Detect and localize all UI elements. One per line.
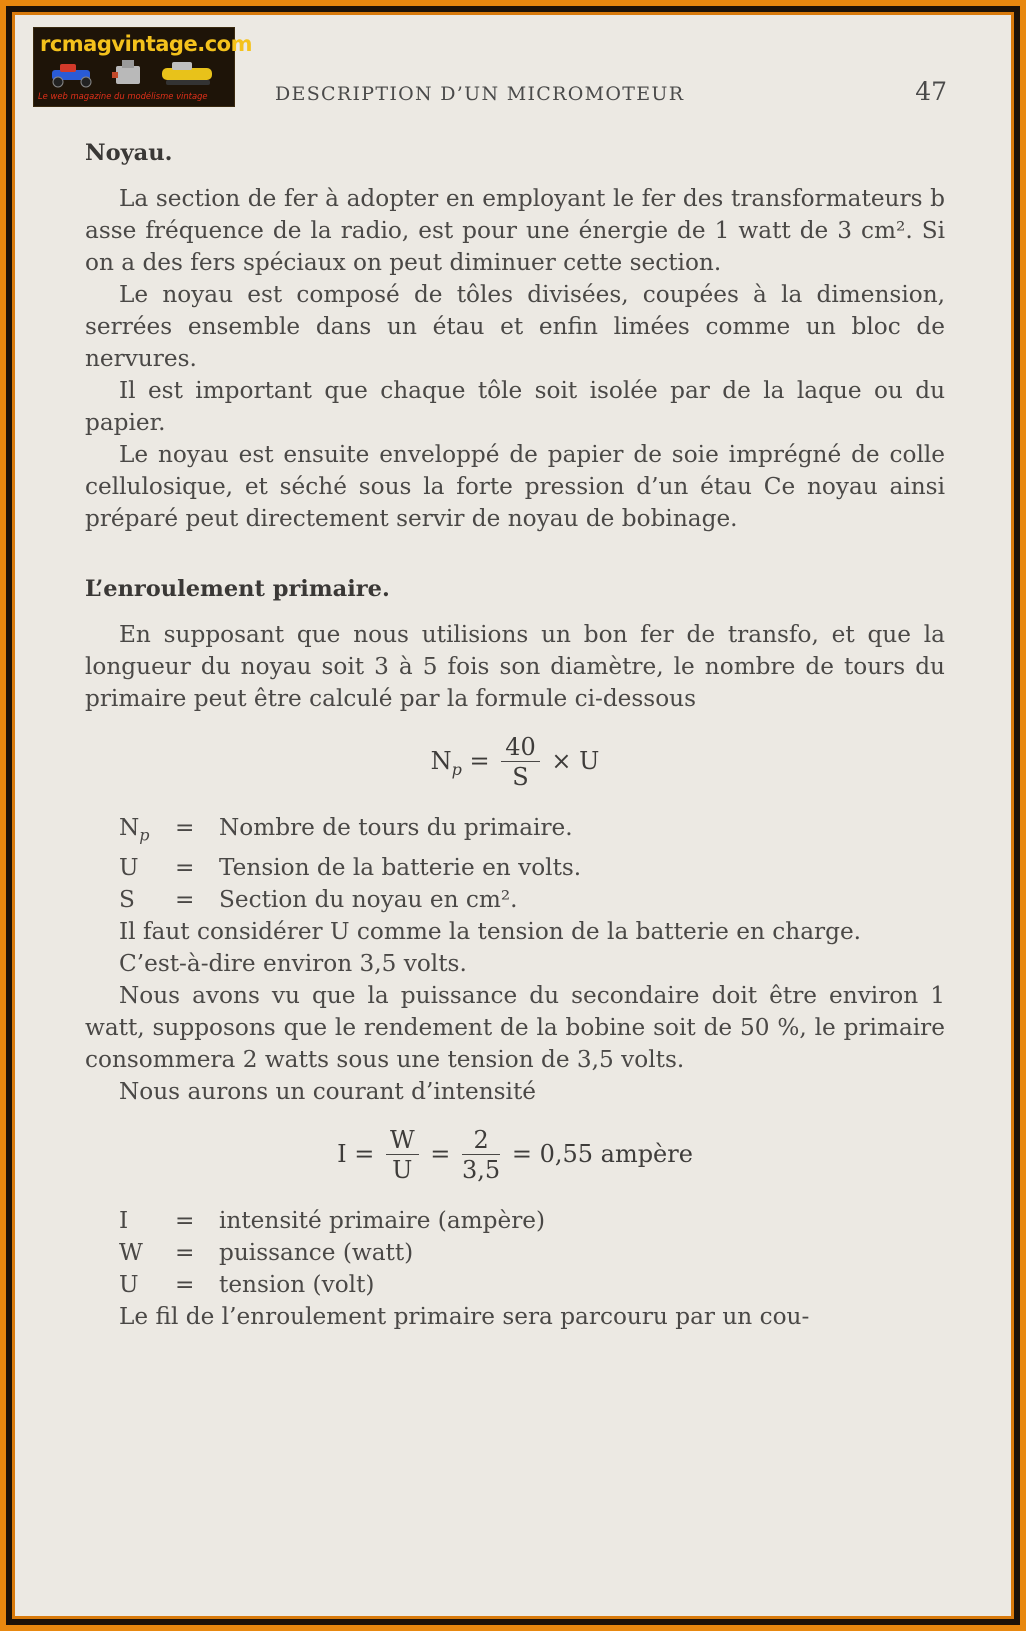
paragraph: Le noyau est ensuite enveloppé de papier de soie imprégné de colle cellulosique, et séché sous la forte pression d’un étau Ce noyau ainsi préparé peut directement servir de noyau de bobinage. (85, 441, 945, 532)
fraction-denominator: 3,5 (462, 1155, 501, 1184)
fraction-numerator: W (386, 1126, 419, 1155)
definition-eq: = (175, 885, 195, 913)
formula-eq: = (469, 747, 490, 775)
definition-row (85, 1237, 945, 1269)
definition-symbol: I (119, 1206, 129, 1234)
definition-eq: = (175, 1238, 195, 1266)
definition-text: Section du noyau en cm². (219, 885, 518, 913)
fraction-denominator: U (392, 1155, 413, 1184)
paragraph: Il est important que chaque tôle soit isolée par de la laque ou du papier. (85, 377, 945, 436)
formula-intensity (85, 1126, 945, 1185)
formula-lhs: I (337, 1139, 347, 1168)
formula-result: 0,55 ampère (539, 1139, 693, 1168)
definition-eq: = (175, 814, 195, 841)
paragraph: Le fil de l’enroulement primaire sera parcouru par un cou- (119, 1302, 810, 1330)
formula-eq: = (430, 1139, 451, 1168)
definition-eq: = (175, 1206, 195, 1234)
formula-tail: × U (551, 747, 600, 775)
definitions-list-1 (85, 812, 945, 916)
paragraph: Nous avons vu que la puissance du secondaire doit être environ 1 watt, supposons que le rendement de la bobine soit de 50 %, le primaire consommera 2 watts sous une tension de 3,5 volts. (85, 981, 945, 1073)
fraction (386, 1126, 419, 1185)
logo-subtitle: Le web magazine du modélisme vintage (38, 91, 208, 101)
fraction-numerator: 40 (501, 733, 540, 762)
formula-eq: = (354, 1139, 375, 1168)
rc-models-icon (42, 58, 226, 90)
formula-eq: = (511, 1139, 532, 1168)
definition-row (85, 1269, 945, 1301)
definition-row (85, 812, 945, 852)
fraction (501, 733, 540, 792)
definition-symbol: W (119, 1238, 143, 1266)
fraction-numerator: 2 (462, 1126, 500, 1155)
definition-symbol: S (119, 885, 135, 913)
paragraph: Nous aurons un courant d’intensité (119, 1077, 537, 1105)
definition-symbol-sub: p (139, 825, 150, 845)
definition-eq: = (175, 853, 195, 881)
definition-text: Tension de la batterie en volts. (219, 853, 582, 881)
logo-title: rcmagvintage.com (40, 32, 252, 56)
page-number: 47 (915, 77, 947, 106)
formula-lhs: N (430, 747, 452, 775)
definition-text: Nombre de tours du primaire. (219, 814, 573, 841)
definition-row (85, 884, 945, 916)
definition-row (85, 852, 945, 884)
paragraph: En supposant que nous utilisions un bon fer de transfo, et que la longueur du noyau soit 3 à 5 fois son diamètre, le nombre de tours du primaire peut être calculé par la formule ci-dessous (85, 621, 945, 712)
section-heading-noyau: Noyau. (85, 140, 173, 166)
definition-text: tension (volt) (219, 1270, 375, 1298)
definition-text: intensité primaire (ampère) (219, 1206, 546, 1234)
site-logo (33, 27, 252, 107)
formula-lhs-sub: p (451, 759, 462, 779)
definition-symbol: U (119, 1270, 139, 1298)
page-body (85, 137, 945, 1333)
section-heading-primaire: L’enroulement primaire. (85, 576, 390, 602)
fraction (462, 1126, 500, 1185)
definition-symbol: N (119, 814, 140, 841)
definition-text: puissance (watt) (219, 1238, 414, 1266)
definitions-list-2 (85, 1205, 945, 1301)
paragraph: Il faut considérer U comme la tension de la batterie en charge. (119, 917, 862, 945)
paragraph: Le noyau est composé de tôles divisées, coupées à la dimension, serrées ensemble dans un étau et enfin limées comme un bloc de nervures. (85, 281, 945, 372)
definition-eq: = (175, 1270, 195, 1298)
paragraph: C’est-à-dire environ 3,5 volts. (119, 949, 467, 977)
definition-row (85, 1205, 945, 1237)
definition-symbol: U (119, 853, 139, 881)
book-page (12, 12, 1014, 1619)
fraction-denominator: S (512, 763, 529, 791)
running-title: DESCRIPTION D’UN MICROMOTEUR (275, 83, 685, 105)
paragraph: La section de fer à adopter en employant le fer des transformateurs b asse fréquence de la radio, est pour une énergie de 1 watt de 3 cm². Si on a des fers spéciaux on peut diminuer cette section. (85, 185, 945, 276)
formula-turns (85, 733, 945, 792)
